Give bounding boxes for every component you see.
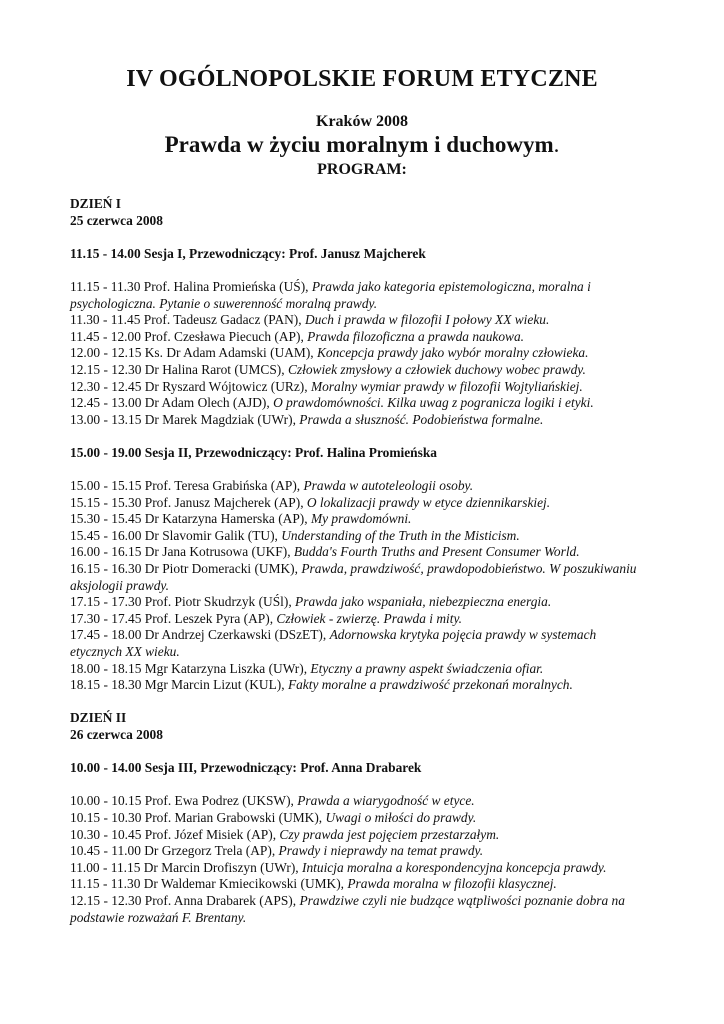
program-item-title: Prawda a słuszność. Podobieństwa formalne. bbox=[299, 411, 544, 427]
program-item bbox=[70, 495, 650, 512]
program-item-speaker: 12.15 - 12.30 Dr Halina Rarot (UMCS), bbox=[70, 361, 288, 377]
subtitle-text: Prawda w życiu moralnym i duchowym bbox=[164, 132, 554, 157]
program-item-speaker: 12.45 - 13.00 Dr Adam Olech (AJD), bbox=[70, 395, 274, 411]
program-item-speaker: 11.00 - 11.15 Dr Marcin Drofiszyn (UWr), bbox=[70, 859, 303, 875]
program-item-speaker: 15.00 - 15.15 Prof. Teresa Grabińska (AP), bbox=[70, 478, 304, 494]
program-item-speaker: 16.15 - 16.30 Dr Piotr Domeracki (UMK), bbox=[70, 561, 302, 577]
program-item-speaker: 11.30 - 11.45 Prof. Tadeusz Gadacz (PAN), bbox=[70, 312, 305, 328]
program-item bbox=[70, 528, 650, 545]
day1-date: 25 czerwca 2008 bbox=[70, 212, 163, 228]
program-item-title: Człowiek - zwierzę. Prawda i mity. bbox=[276, 610, 463, 626]
program-item-title: Uwagi o miłości do prawdy. bbox=[325, 809, 477, 825]
program-item bbox=[70, 412, 650, 429]
program-item-speaker: 15.45 - 16.00 Dr Slavomir Galik (TU), bbox=[70, 527, 282, 543]
program-item-speaker: 12.30 - 12.45 Dr Ryszard Wójtowicz (URz), bbox=[70, 378, 311, 394]
program-item-speaker: 11.45 - 12.00 Prof. Czesława Piecuch (AP), bbox=[70, 328, 308, 344]
program-heading: PROGRAM: bbox=[317, 161, 407, 178]
program-item-title: Prawdziwe czyli nie budzące wątpliwości poznanie dobra na podstawie rozważań F. Brentany. bbox=[70, 892, 625, 925]
program-item-speaker: 10.45 - 11.00 Dr Grzegorz Trela (AP), bbox=[70, 843, 279, 859]
program-item-title: Prawda w autoteleologii osoby. bbox=[303, 478, 474, 494]
day1-label: DZIEŃ I bbox=[70, 196, 121, 211]
program-item-title: Prawda a wiarygodność w etyce. bbox=[297, 793, 475, 809]
program-item-title: Prawda moralna w filozofii klasycznej. bbox=[347, 876, 557, 892]
program-item bbox=[70, 661, 650, 678]
program-item-speaker: 12.00 - 12.15 Ks. Dr Adam Adamski (UAM), bbox=[70, 345, 317, 361]
program-item-title: Intuicja moralna a korespondencyjna koncepcja prawdy. bbox=[302, 859, 607, 875]
program-item bbox=[70, 627, 650, 660]
program-item bbox=[70, 876, 650, 893]
program-item bbox=[70, 611, 650, 628]
program-item bbox=[70, 279, 650, 312]
session2-list bbox=[70, 478, 650, 694]
program-item bbox=[70, 843, 650, 860]
program-item bbox=[70, 827, 650, 844]
program-item-speaker: 12.15 - 12.30 Prof. Anna Drabarek (APS), bbox=[70, 892, 300, 908]
session3-list bbox=[70, 793, 650, 926]
program-item-title: Prawda jako kategoria epistemologiczna, moralna i psychologiczna. Pytanie o suwerenność moralną prawdy. bbox=[70, 278, 591, 311]
program-item bbox=[70, 478, 650, 495]
program-item-title: Etyczny a prawny aspekt świadczenia ofiar. bbox=[310, 660, 544, 676]
day2-date: 26 czerwca 2008 bbox=[70, 727, 163, 742]
program-item-speaker: 18.00 - 18.15 Mgr Katarzyna Liszka (UWr), bbox=[70, 660, 311, 676]
program-item bbox=[70, 544, 650, 561]
program-item-title: Duch i prawda w filozofii I połowy XX wieku. bbox=[304, 312, 550, 328]
program-item-speaker: 10.00 - 10.15 Prof. Ewa Podrez (UKSW), bbox=[70, 793, 298, 809]
program-item-title: Understanding of the Truth in the Misticism. bbox=[281, 527, 520, 543]
program-item-title: Prawda filozoficzna a prawda naukowa. bbox=[307, 328, 525, 344]
program-item-title: Człowiek zmysłowy a człowiek duchowy wobec prawdy. bbox=[287, 361, 586, 377]
program-item bbox=[70, 395, 650, 412]
program-item-speaker: 11.15 - 11.30 Prof. Halina Promieńska (UŚ), bbox=[70, 278, 312, 294]
program-item-speaker: 15.15 - 15.30 Prof. Janusz Majcherek (AP), bbox=[70, 494, 307, 510]
program-item-speaker: 10.15 - 10.30 Prof. Marian Grabowski (UMK), bbox=[70, 809, 326, 825]
program-item bbox=[70, 677, 650, 694]
program-item-speaker: 17.15 - 17.30 Prof. Piotr Skudrzyk (UŚl), bbox=[70, 594, 296, 610]
session1-list bbox=[70, 279, 650, 428]
program-item-title: My prawdomówni. bbox=[310, 511, 412, 527]
program-item-title: Fakty moralne a prawdziwość przekonań moralnych. bbox=[287, 677, 573, 693]
program-item-title: Koncepcja prawdy jako wybór moralny człowieka. bbox=[316, 345, 589, 361]
program-item-title: Moralny wymiar prawdy w filozofii Wojtyliańskiej. bbox=[310, 378, 583, 394]
program-item bbox=[70, 594, 650, 611]
session3-heading: 10.00 - 14.00 Sesja III, Przewodniczący: Prof. Anna Drabarek bbox=[70, 760, 422, 776]
program-item bbox=[70, 379, 650, 396]
program-item bbox=[70, 329, 650, 346]
program-item-speaker: 17.45 - 18.00 Dr Andrzej Czerkawski (DSzET), bbox=[70, 627, 330, 643]
program-item-title: Adornowska krytyka pojęcia prawdy w systemach etycznych XX wieku. bbox=[70, 627, 597, 660]
program-item-title: O prawdomówności. Kilka uwag z pogranicza logiki i etyki. bbox=[273, 395, 594, 411]
program-item-speaker: 17.30 - 17.45 Prof. Leszek Pyra (AP), bbox=[70, 610, 277, 626]
program-item bbox=[70, 893, 650, 926]
program-item-speaker: 10.30 - 10.45 Prof. Józef Misiek (AP), bbox=[70, 826, 280, 842]
program-item-speaker: 16.00 - 16.15 Dr Jana Kotrusowa (UKF), bbox=[70, 544, 294, 560]
subtitle bbox=[0, 132, 724, 158]
session2-heading: 15.00 - 19.00 Sesja II, Przewodniczący: Prof. Halina Promieńska bbox=[70, 444, 437, 460]
session1-heading: 11.15 - 14.00 Sesja I, Przewodniczący: Prof. Janusz Majcherek bbox=[70, 245, 426, 261]
program-item bbox=[70, 860, 650, 877]
program-item-speaker: 13.00 - 13.15 Dr Marek Magdziak (UWr), bbox=[70, 411, 300, 427]
program-item-title: Prawdy i nieprawdy na temat prawdy. bbox=[278, 843, 484, 859]
program-item bbox=[70, 561, 650, 594]
program-item bbox=[70, 810, 650, 827]
program-item-title: Budda's Fourth Truths and Present Consumer World. bbox=[293, 544, 580, 560]
place-year: Kraków 2008 bbox=[316, 113, 408, 130]
program-item-title: O lokalizacji prawdy w etyce dziennikarskiej. bbox=[306, 494, 551, 510]
program-item-title: Prawda, prawdziwość, prawdopodobieństwo. W poszukiwaniu aksjologii prawdy. bbox=[70, 561, 637, 593]
day2-label: DZIEŃ II bbox=[70, 710, 127, 726]
program-body bbox=[70, 196, 650, 926]
program-item bbox=[70, 345, 650, 362]
program-item-title: Prawda jako wspaniała, niebezpieczna energia. bbox=[295, 594, 552, 610]
program-item-speaker: 11.15 - 11.30 Dr Waldemar Kmiecikowski (UMK), bbox=[70, 876, 348, 892]
program-item bbox=[70, 511, 650, 528]
program-item-speaker: 18.15 - 18.30 Mgr Marcin Lizut (KUL), bbox=[70, 677, 288, 693]
subtitle-end: . bbox=[553, 132, 560, 157]
program-item bbox=[70, 312, 650, 329]
page-title: IV OGÓLNOPOLSKIE FORUM ETYCZNE bbox=[126, 66, 598, 92]
program-item bbox=[70, 362, 650, 379]
program-item-speaker: 15.30 - 15.45 Dr Katarzyna Hamerska (AP), bbox=[70, 511, 311, 527]
program-item-title: Czy prawda jest pojęciem przestarzałym. bbox=[279, 826, 500, 842]
program-item bbox=[70, 793, 650, 810]
